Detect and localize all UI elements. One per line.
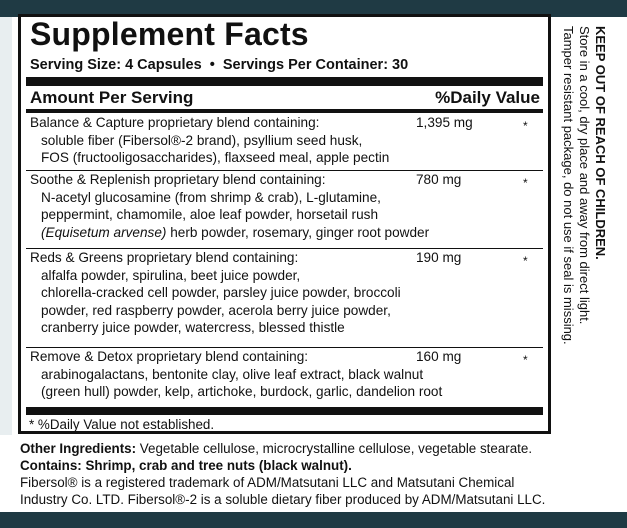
contains-text: Contains: Shrimp, crab and tree nuts (black walnut). bbox=[20, 458, 352, 473]
storage-instruction: Store in a cool, dry place and away from direct light. bbox=[577, 26, 592, 325]
serving-info: Serving Size: 4 Capsules • Servings Per Container: 30 bbox=[30, 57, 409, 73]
daily-value-header: %Daily Value bbox=[435, 88, 540, 107]
tamper-warning: Tamper resistant package, do not use if seal is missing. bbox=[561, 26, 576, 345]
blend-ingredients bbox=[41, 366, 442, 401]
ingredient-line: powder, red raspberry powder, acerola berry juice powder, bbox=[41, 302, 391, 318]
blend-name: Balance & Capture proprietary blend containing: bbox=[30, 115, 320, 130]
bottom-band bbox=[0, 512, 627, 528]
ingredient-line bbox=[41, 224, 429, 242]
blend-amount: 780 mg bbox=[416, 172, 462, 187]
blend-dv: * bbox=[523, 119, 528, 133]
blend-name: Reds & Greens proprietary blend containing: bbox=[30, 250, 299, 265]
blend-row bbox=[26, 171, 543, 249]
ingredient-line: alfalfa powder, spirulina, beet juice powder, bbox=[41, 267, 301, 283]
ingredient-line: FOS (fructooligosaccharides), flaxseed meal, apple pectin bbox=[41, 150, 390, 166]
other-ingredients-text: Vegetable cellulose, microcrystalline cellulose, vegetable stearate. bbox=[136, 441, 533, 456]
ingredient-rest: herb powder, rosemary, ginger root powder bbox=[166, 224, 430, 240]
blend-dv: * bbox=[523, 176, 528, 190]
blend-row bbox=[26, 114, 543, 171]
other-ingredients-label: Other Ingredients: bbox=[20, 441, 137, 456]
trademark-line: Fibersol® is a registered trademark of ADM/Matsutani LLC and Matsutani Chemical bbox=[20, 475, 515, 490]
bottom-rule bbox=[26, 407, 543, 415]
trademark-line: Industry Co. LTD. Fibersol®-2 is a soluble dietary fiber produced by ADM/Matsutani LLC. bbox=[20, 492, 546, 507]
keep-out-warning: KEEP OUT OF REACH OF CHILDREN. bbox=[593, 26, 608, 260]
ingredient-line: chlorella-cracked cell powder, parsley juice powder, broccoli bbox=[41, 285, 401, 301]
side-text-block bbox=[560, 26, 608, 345]
blend-ingredients bbox=[41, 132, 389, 167]
blend-ingredients bbox=[41, 267, 401, 337]
ingredient-line: (green hull) powder, kelp, artichoke, burdock, garlic, dandelion root bbox=[41, 384, 443, 400]
ingredient-line: N-acetyl glucosamine (from shrimp & crab), L-glutamine, bbox=[41, 189, 381, 205]
blend-row bbox=[26, 348, 543, 406]
blend-amount: 160 mg bbox=[416, 349, 462, 364]
blend-name: Remove & Detox proprietary blend containing: bbox=[30, 349, 309, 364]
other-ingredients bbox=[20, 440, 620, 457]
supplement-facts-panel bbox=[18, 14, 551, 434]
blend-ingredients bbox=[41, 189, 429, 242]
medium-rule bbox=[26, 109, 543, 113]
dv-footnote: * %Daily Value not established. bbox=[29, 417, 215, 432]
ingredient-line: soluble fiber (Fibersol®-2 brand), psyllium seed husk, bbox=[41, 132, 363, 148]
blend-name: Soothe & Replenish proprietary blend containing: bbox=[30, 172, 326, 187]
latin-name: (Equisetum arvense) bbox=[41, 224, 167, 240]
blend-dv: * bbox=[523, 254, 528, 268]
amount-per-serving-header: Amount Per Serving bbox=[30, 88, 194, 107]
blend-dv: * bbox=[523, 353, 528, 367]
allergen-statement bbox=[20, 457, 620, 474]
thick-rule bbox=[26, 77, 543, 86]
panel-title: Supplement Facts bbox=[30, 16, 309, 52]
side-warnings bbox=[560, 26, 608, 436]
blend-amount: 190 mg bbox=[416, 250, 462, 265]
blend-row bbox=[26, 249, 543, 348]
left-edge-strip bbox=[0, 17, 12, 435]
ingredient-line: cranberry juice powder, watercress, blessed thistle bbox=[41, 320, 345, 336]
blend-amount: 1,395 mg bbox=[416, 115, 473, 130]
ingredient-line: arabinogalactans, bentonite clay, olive leaf extract, black walnut bbox=[41, 366, 424, 382]
ingredient-line: peppermint, chamomile, aloe leaf powder, horsetail rush bbox=[41, 207, 379, 223]
other-info bbox=[20, 440, 620, 508]
